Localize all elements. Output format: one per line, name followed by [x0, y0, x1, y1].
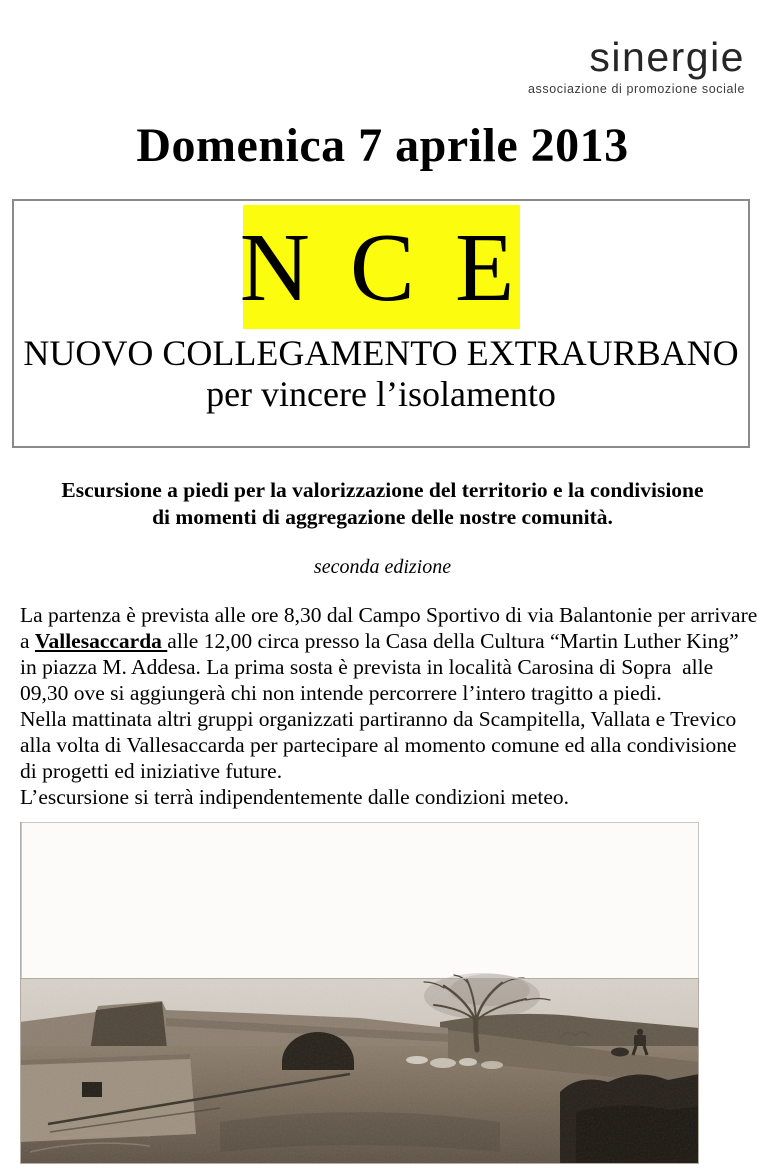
body-line-2 — [20, 628, 754, 654]
edition-note: seconda edizione — [313, 556, 452, 578]
body-paragraph — [20, 602, 758, 810]
body-line-4: 09,30 ove si aggiungerà chi non intende percorrere l’intero tragitto a piedi. — [20, 681, 662, 705]
banner-box — [12, 199, 750, 448]
body-line-2-post: alle 12,00 circa presso la Casa della Cultura “Martin Luther King” — [167, 629, 739, 653]
place-name-emphasis: Vallesaccarda — [34, 629, 168, 653]
landscape-photo — [20, 822, 699, 1164]
body-line-1: La partenza è prevista alle ore 8,30 dal Campo Sportivo di via Balantonie per arrivare — [20, 603, 758, 627]
body-line-6: alla volta di Vallesaccarda per partecipare al momento comune ed alla condivisione — [20, 733, 737, 757]
banner-subtitle: NUOVO COLLEGAMENTO EXTRAURBANO — [23, 333, 739, 373]
body-line-7: di progetti ed iniziative future. — [20, 759, 283, 783]
banner-slogan: per vincere l’isolamento — [206, 374, 556, 414]
logo-tagline: associazione di promozione sociale — [527, 82, 745, 97]
logo-wordmark: sinergie — [589, 34, 745, 80]
intro-line-2: di momenti di aggregazione delle nostre comunità. — [152, 505, 613, 529]
intro-paragraph — [0, 477, 765, 531]
body-line-3: in piazza M. Addesa. La prima sosta è prevista in località Carosina di Sopra alle — [20, 655, 714, 679]
body-line-2-pre: a — [20, 629, 35, 653]
acronym-highlight — [239, 205, 523, 329]
landscape-photo-graphic — [20, 822, 699, 1164]
intro-line-1: Escursione a piedi per la valorizzazione del territorio e la condivisione — [61, 478, 704, 502]
acronym-text: N C E — [239, 213, 523, 321]
body-line-8: L’escursione si terrà indipendentemente dalle condizioni meteo. — [20, 785, 570, 809]
logo — [528, 36, 745, 96]
body-line-5: Nella mattinata altri gruppi organizzati partiranno da Scampitella, Vallata e Trevico — [20, 707, 737, 731]
event-date-title: Domenica 7 aprile 2013 — [136, 119, 629, 172]
